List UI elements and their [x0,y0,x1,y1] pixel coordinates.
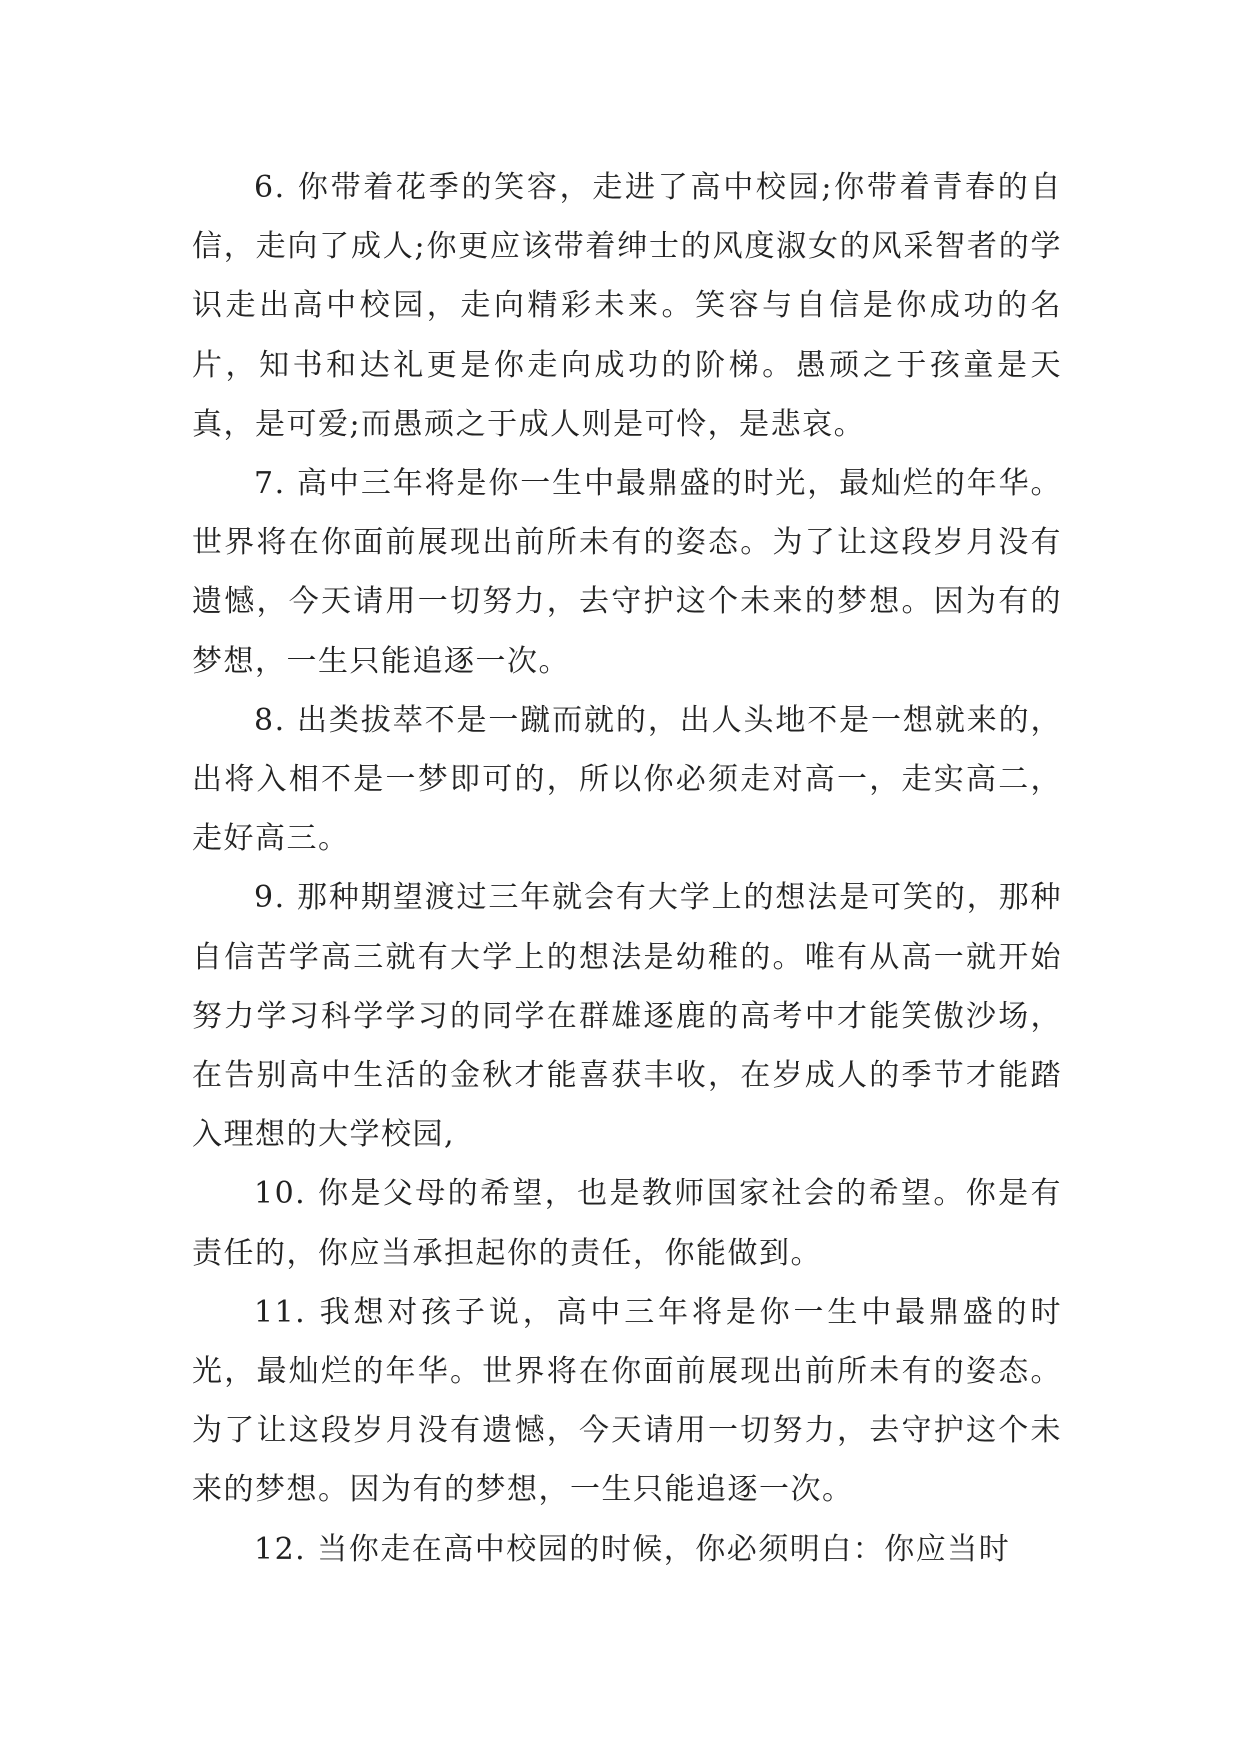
paragraph-6: 6. 你带着花季的笑容，走进了高中校园;你带着青春的自信，走向了成人;你更应该带着绅士的风度淑女的风采智者的学识走出高中校园，走向精彩未来。笑容与自信是你成功的名片，知书和达礼更是你走向成功的阶梯。愚顽之于孩童是天真，是可爱;而愚顽之于成人则是可怜，是悲哀。 [192,170,1062,442]
paragraph-12: 12. 当你走在高中校园的时候，你必须明白：你应当时 [254,1531,1011,1567]
paragraph-10: 10. 你是父母的希望，也是教师国家社会的希望。你是有责任的，你应当承担起你的责任，你能做到。 [192,1176,1062,1271]
document-body [192,158,1062,1579]
paragraph-9: 9. 那种期望渡过三年就会有大学上的想法是可笑的，那种自信苦学高三就有大学上的想法是幼稚的。唯有从高一就开始努力学习科学学习的同学在群雄逐鹿的高考中才能笑傲沙场，在告别高中生活的金秋才能喜获丰收，在岁成人的季节才能踏入理想的大学校园, [192,880,1062,1153]
paragraph-11: 11. 我想对孩子说，高中三年将是你一生中最鼎盛的时光，最灿烂的年华。世界将在你面前展现出前所未有的姿态。为了让这段岁月没有遗憾，今天请用一切努力，去守护这个未来的梦想。因为有的梦想，一生只能追逐一次。 [192,1294,1062,1508]
paragraph-8: 8. 出类拔萃不是一蹴而就的，出人头地不是一想就来的，出将入相不是一梦即可的，所以你必须走对高一，走实高二，走好高三。 [192,702,1062,857]
paragraph-7: 7. 高中三年将是你一生中最鼎盛的时光，最灿烂的年华。世界将在你面前展现出前所未有的姿态。为了让这段岁月没有遗憾，今天请用一切努力，去守护这个未来的梦想。因为有的梦想，一生只能追逐一次。 [192,466,1062,679]
